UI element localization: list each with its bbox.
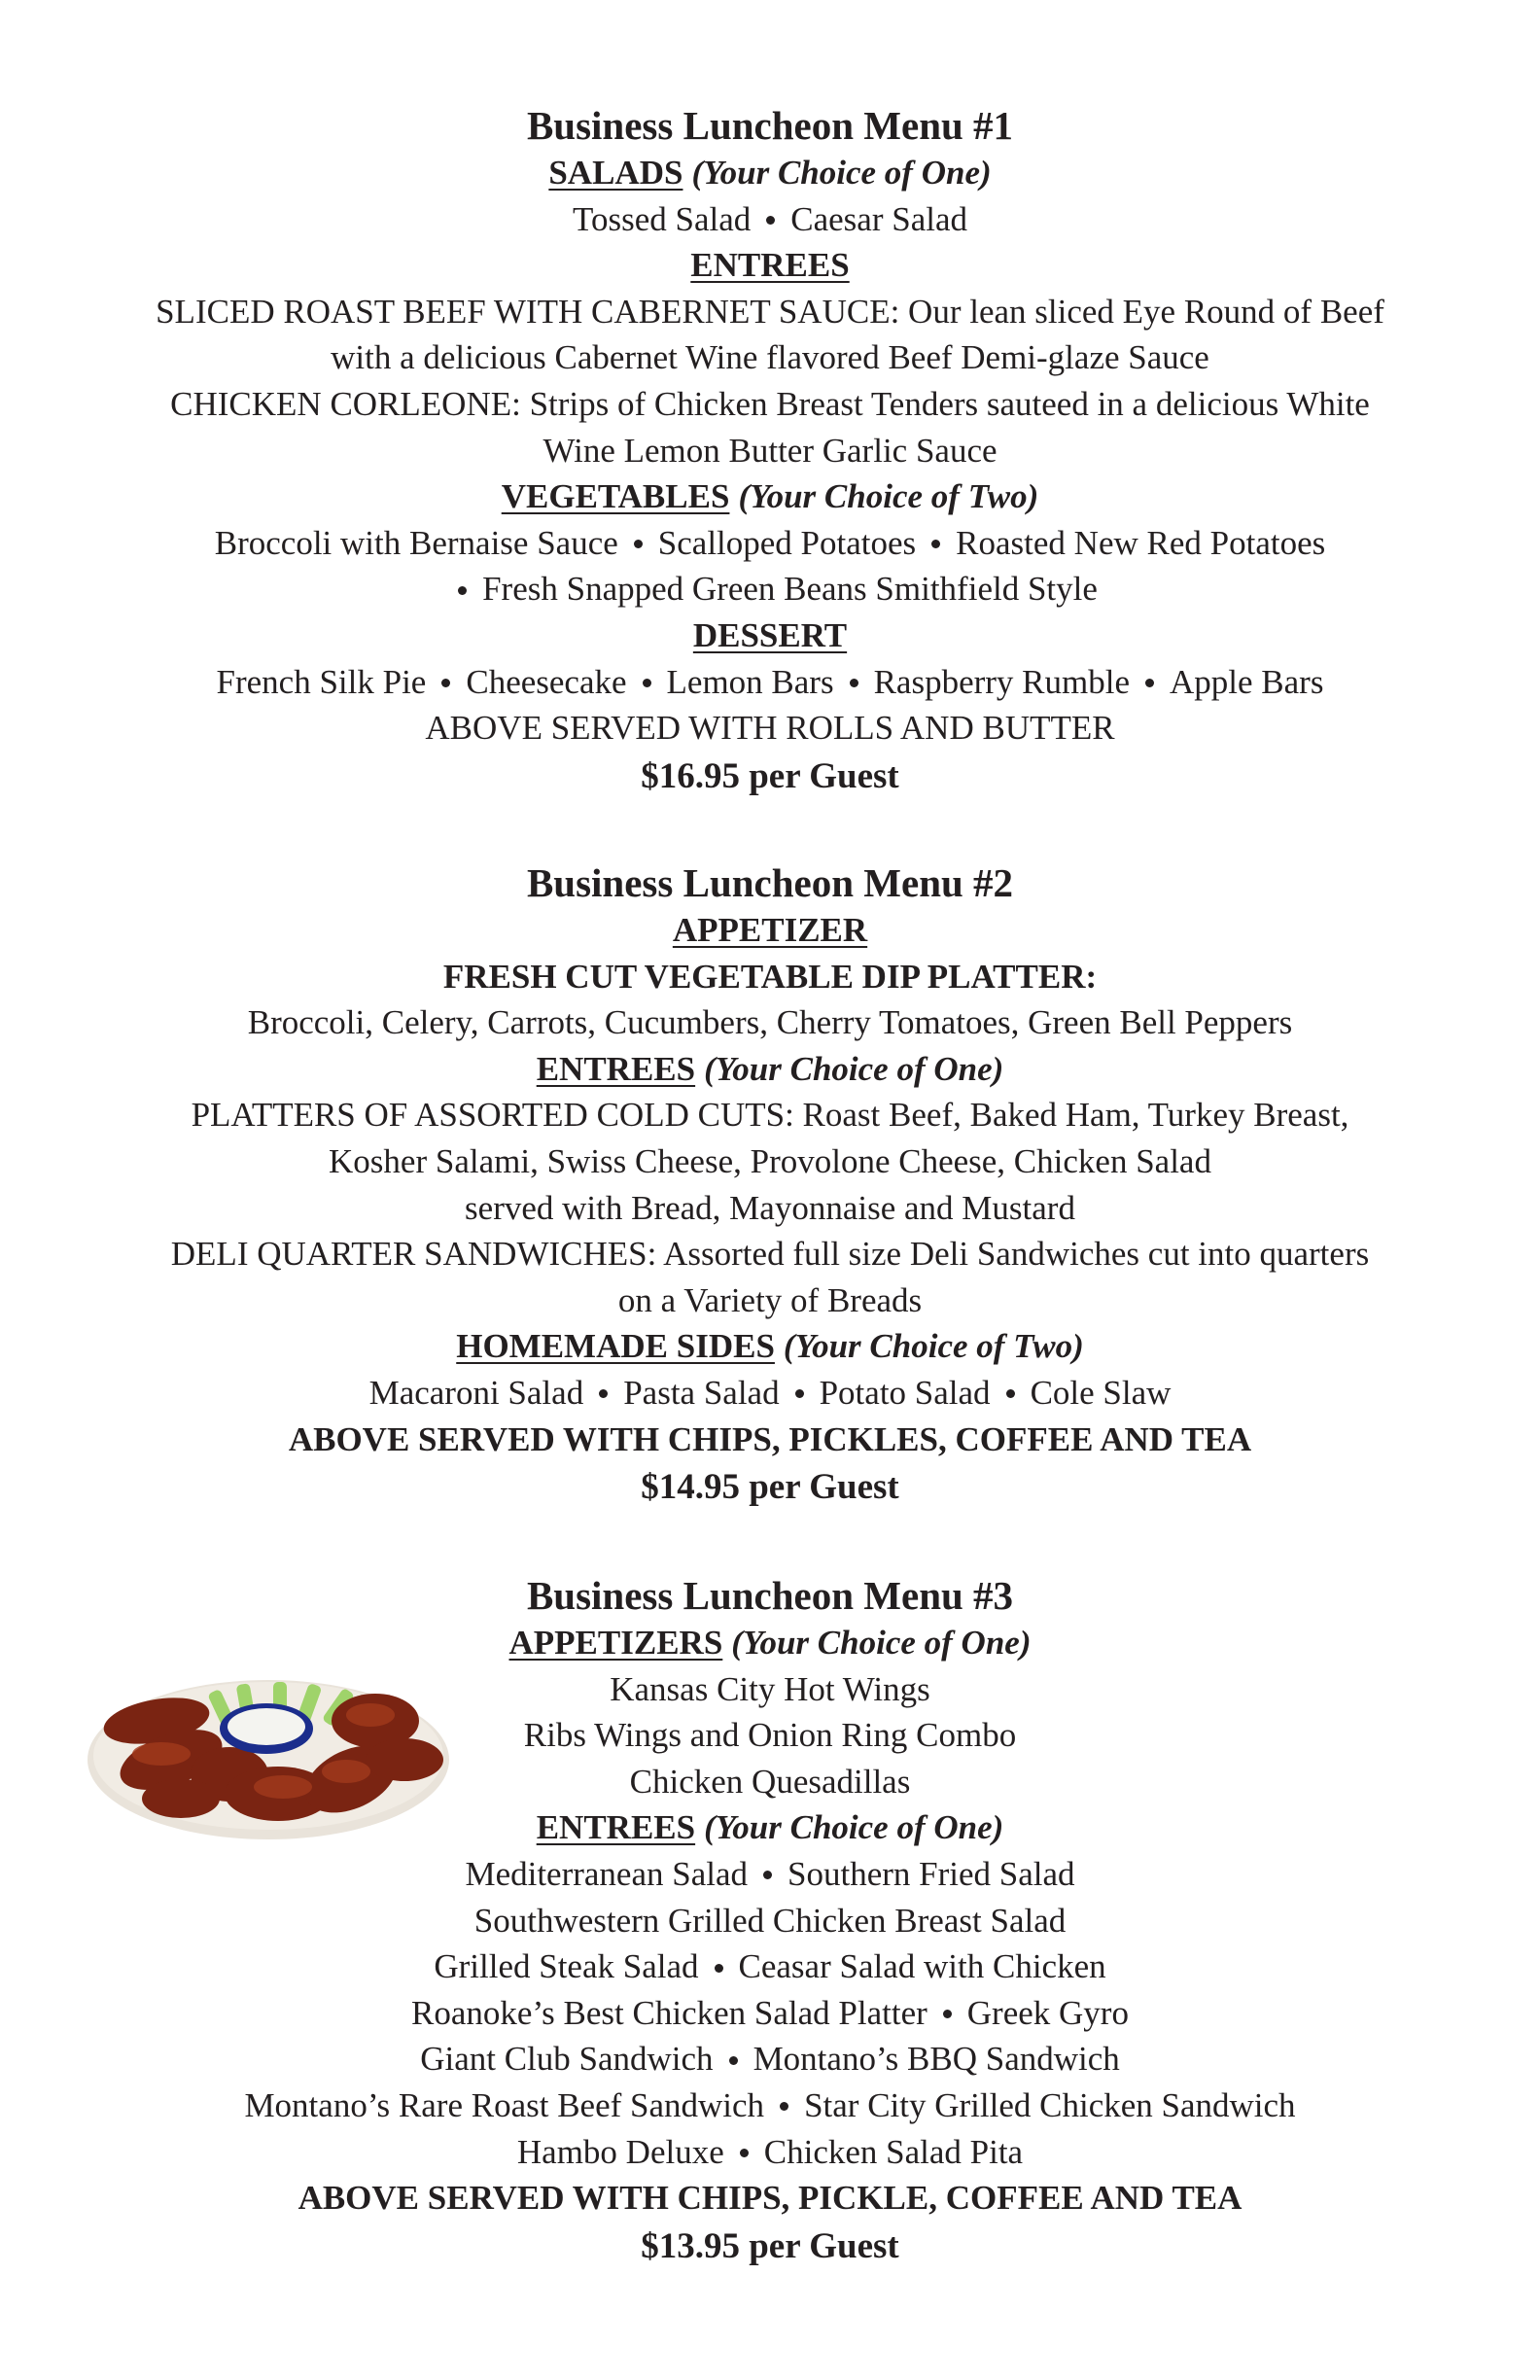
text-line: ABOVE SERVED WITH ROLLS AND BUTTER xyxy=(425,709,1115,748)
menu-item: Scalloped Potatoes xyxy=(657,523,917,562)
text-line: with a delicious Cabernet Wine flavored Beef Demi-glaze Sauce xyxy=(331,338,1209,377)
menu-item: Grilled Steak Salad xyxy=(434,1947,699,1986)
text-line: Ribs Wings and Onion Ring Combo xyxy=(523,1716,1017,1755)
luncheon-menu-1 xyxy=(0,101,1540,802)
menu-item: Giant Club Sandwich xyxy=(420,2040,714,2079)
bullet-icon xyxy=(729,2056,738,2065)
menu-item: Roasted New Red Potatoes xyxy=(956,523,1326,562)
section-heading xyxy=(0,612,1540,659)
section-label: SALADS xyxy=(548,154,683,192)
text-line: CHICKEN CORLEONE: Strips of Chicken Breast Tenders sauteed in a delicious White xyxy=(170,384,1370,423)
bullet-icon xyxy=(1145,679,1154,687)
item-list xyxy=(0,2036,1540,2082)
menu-item: Pasta Salad xyxy=(623,1373,780,1412)
menu-item: Apple Bars xyxy=(1170,662,1324,701)
bullet-icon xyxy=(441,679,450,687)
bullet-icon xyxy=(740,2149,749,2157)
text-line: Kansas City Hot Wings xyxy=(610,1669,930,1708)
bold-text-line: FRESH CUT VEGETABLE DIP PLATTER: xyxy=(442,957,1098,996)
menu-item: Southern Fried Salad xyxy=(788,1854,1075,1893)
menu-title: Business Luncheon Menu #1 xyxy=(526,103,1014,148)
text-line: SLICED ROAST BEEF WITH CABERNET SAUCE: Our lean sliced Eye Round of Beef xyxy=(156,292,1384,331)
menu-item: Fresh Snapped Green Beans Smithfield Style xyxy=(482,570,1098,609)
bullet-icon xyxy=(766,216,775,225)
text-line: on a Variety of Breads xyxy=(617,1280,923,1319)
price-per-guest: $14.95 per Guest xyxy=(641,1467,899,1508)
section-note: (Your Choice of One) xyxy=(704,1808,1004,1847)
text-line: Chicken Quesadillas xyxy=(629,1762,911,1801)
section-heading xyxy=(0,473,1540,520)
menu-item: Chicken Salad Pita xyxy=(763,2132,1024,2171)
section-note: (Your Choice of Two) xyxy=(738,477,1039,516)
menu-item: Ceasar Salad with Chicken xyxy=(738,1947,1106,1986)
section-note: (Your Choice of One) xyxy=(704,1049,1004,1088)
section-heading xyxy=(0,150,1540,196)
bullet-icon xyxy=(634,540,643,548)
menu-item: Roanoke’s Best Chicken Salad Platter xyxy=(411,1993,928,2032)
menu-item: Montano’s BBQ Sandwich xyxy=(752,2040,1120,2079)
text-line: Kosher Salami, Swiss Cheese, Provolone Cheese, Chicken Salad xyxy=(329,1141,1211,1180)
luncheon-menu-2 xyxy=(0,858,1540,1513)
section-note: (Your Choice of One) xyxy=(731,1624,1032,1662)
menu-title: Business Luncheon Menu #3 xyxy=(526,1573,1014,1618)
section-heading xyxy=(0,1323,1540,1370)
item-list xyxy=(0,566,1540,612)
menu-item: French Silk Pie xyxy=(216,662,427,701)
bullet-icon xyxy=(715,1964,723,1973)
item-list xyxy=(0,520,1540,567)
menu-item: Greek Gyro xyxy=(966,1993,1129,2032)
menu-item: Tossed Salad xyxy=(573,199,752,238)
text-line: served with Bread, Mayonnaise and Mustard xyxy=(465,1188,1075,1227)
section-label: ENTREES xyxy=(536,1808,696,1847)
text-line: Broccoli, Celery, Carrots, Cucumbers, Cherry Tomatoes, Green Bell Peppers xyxy=(247,1003,1293,1042)
menu-item: Star City Grilled Chicken Sandwich xyxy=(804,2085,1296,2124)
bullet-icon xyxy=(1006,1389,1015,1398)
section-note: (Your Choice of One) xyxy=(691,154,992,192)
item-list xyxy=(0,1990,1540,2037)
section-label: ENTREES xyxy=(690,246,850,285)
bullet-icon xyxy=(931,540,940,548)
item-list xyxy=(0,2082,1540,2129)
item-list xyxy=(0,659,1540,706)
bullet-icon xyxy=(795,1389,804,1398)
section-label: APPETIZERS xyxy=(508,1624,723,1662)
bullet-icon xyxy=(763,1871,772,1879)
price-per-guest: $16.95 per Guest xyxy=(641,755,899,796)
price-per-guest: $13.95 per Guest xyxy=(641,2225,899,2266)
bullet-icon xyxy=(643,679,651,687)
section-label: HOMEMADE SIDES xyxy=(456,1327,775,1366)
hot-wings-platter-image xyxy=(84,1653,453,1843)
section-note: (Your Choice of Two) xyxy=(783,1327,1084,1366)
section-label: VEGETABLES xyxy=(501,477,730,516)
bold-text-line: ABOVE SERVED WITH CHIPS, PICKLES, COFFEE AND TEA xyxy=(288,1419,1252,1458)
section-heading xyxy=(0,242,1540,289)
item-list xyxy=(0,1370,1540,1417)
menu-title: Business Luncheon Menu #2 xyxy=(526,860,1014,905)
item-list xyxy=(0,1851,1540,1898)
bullet-icon xyxy=(943,2010,952,2018)
menu-item: Lemon Bars xyxy=(666,662,834,701)
section-label: DESSERT xyxy=(692,615,848,654)
bullet-icon xyxy=(458,586,467,595)
menu-item: Raspberry Rumble xyxy=(873,662,1131,701)
bullet-icon xyxy=(850,679,858,687)
item-list xyxy=(0,1943,1540,1990)
menu-item: Cheesecake xyxy=(466,662,627,701)
text-line: PLATTERS OF ASSORTED COLD CUTS: Roast Beef, Baked Ham, Turkey Breast, xyxy=(191,1096,1349,1135)
menu-item: Caesar Salad xyxy=(790,199,967,238)
bullet-icon xyxy=(780,2102,788,2111)
text-line: Wine Lemon Butter Garlic Sauce xyxy=(542,431,998,470)
text-line: DELI QUARTER SANDWICHES: Assorted full size Deli Sandwiches cut into quarters xyxy=(170,1235,1370,1274)
item-list xyxy=(0,2129,1540,2176)
menu-item: Potato Salad xyxy=(819,1373,991,1412)
menu-item: Cole Slaw xyxy=(1030,1373,1172,1412)
section-label: ENTREES xyxy=(536,1049,696,1088)
bullet-icon xyxy=(599,1389,608,1398)
section-label: APPETIZER xyxy=(672,911,868,949)
text-line: Southwestern Grilled Chicken Breast Salad xyxy=(473,1901,1067,1940)
menu-item: Hambo Deluxe xyxy=(516,2132,724,2171)
menu-item: Montano’s Rare Roast Beef Sandwich xyxy=(244,2085,765,2124)
bold-text-line: ABOVE SERVED WITH CHIPS, PICKLE, COFFEE AND TEA xyxy=(298,2179,1242,2218)
menu-item: Broccoli with Bernaise Sauce xyxy=(214,523,618,562)
section-heading xyxy=(0,907,1540,954)
menu-item: Mediterranean Salad xyxy=(465,1854,749,1893)
section-heading xyxy=(0,1046,1540,1093)
menu-item: Macaroni Salad xyxy=(368,1373,584,1412)
item-list xyxy=(0,196,1540,243)
